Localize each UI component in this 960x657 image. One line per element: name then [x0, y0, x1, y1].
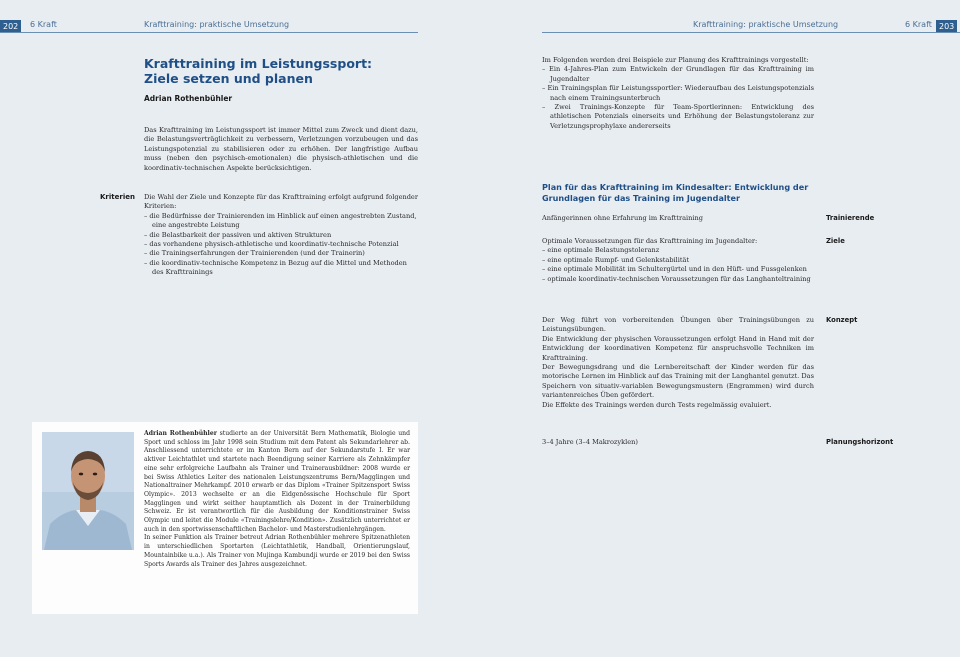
list-item: – Ein Trainingsplan für Leistungssportler: Wiederaufbau des Leistungspotenzials nach einem Trainingsunterbruch: [542, 84, 814, 103]
bio-text: [144, 430, 410, 569]
list-item: – die Bedürfnisse der Trainierenden im Hinblick auf einen angestrebten Zustand, eine angestrebte Leistung: [144, 212, 418, 231]
list-item: – die Trainingserfahrungen der Trainierenden (und der Trainerin): [144, 249, 418, 258]
horizont-text: 3–4 Jahre (3–4 Makrozyklen): [542, 438, 638, 446]
list-item: – die Belastbarkeit der passiven und aktiven Strukturen: [144, 231, 418, 240]
konzept-line: Der Weg führt von vorbereitenden Übungen über Trainingsübungen zu Leistungsübungen.: [542, 316, 814, 334]
title-line: Krafttraining im Leistungssport:: [144, 56, 373, 71]
right-page: [480, 0, 960, 657]
criteria-list: [144, 212, 418, 278]
margin-label-trainierende: Trainierende: [826, 214, 875, 222]
portrait-image: [42, 432, 134, 550]
page-number: 203: [936, 20, 957, 33]
chapter-label: 6 Kraft: [905, 20, 932, 29]
ziele-lead: Optimale Voraussetzungen für das Krafttraining im Jugendalter:: [542, 237, 758, 245]
margin-label-konzept: Konzept: [826, 316, 858, 324]
chapter-label: 6 Kraft: [30, 20, 57, 29]
article-title: [144, 56, 404, 86]
konzept-block: [542, 316, 814, 410]
list-item: – Zwei Trainings-Konzepte für Team-Sportlerinnen: Entwicklung des athletischen Potenzials einerseits und Erhöhung der Belastungstoleranz zur Verletzungsprophylaxe andererseits: [542, 103, 814, 131]
title-line: Ziele setzen und planen: [144, 71, 313, 86]
konzept-line: Der Bewegungsdrang und die Lernbereitschaft der Kinder werden für das motorische Lernen im Hinblick auf das Training mit der Langhantel genutzt. Das Speichern von situativ-variablen Bewegungsmustern (Engrammen) wird durch variantenreiches Üben gefördert.: [542, 363, 814, 400]
bio-paragraph: studierte an der Universität Bern Mathematik, Biologie und Sport und schloss im Jahr 1998 sein Studium mit dem Patent als Sekundarlehrer ab. Anschliessend unterrichtete er im Kanton Bern auf der Sekundarstufe I. Er war aktiver Leichtathlet und startete nach Beendigung seiner Karriere als Zehnkämpfer eine sehr erfolgreiche Laufbahn als Trainer und Trainerausbildner: 2008 wurde er bei Swiss Athletics Leiter des nationalen Leistungszentrums Bern/Magglingen und Nationaltrainer Mehrkampf. 2010 erwarb er das Diplom «Trainer Spitzensport Swiss Olympic». 2013 wechselte er an die Eidgenössische Hochschule für Sport Magglingen und wirkt seither hauptamtlich als Dozent in der Trainerbildung Schweiz. Er ist verantwortlich für die Ausbildung der Konditionstrainer Swiss Olympic und leitet die Module «Trainingslehre/Kondition». Zusätzlich unterrichtet er auch in den sportwissenschaftlichen Bachelor- und Masterstudienlehrgängen.: [144, 430, 410, 533]
page-number: 202: [0, 20, 21, 33]
section-heading: Plan für das Krafttraining im Kindesalter: Entwicklung der Grundlagen für das Training im Jugendalter: [542, 182, 809, 203]
examples-list: [542, 65, 814, 131]
konzept-line: Die Effekte des Trainings werden durch Tests regelmässig evaluiert.: [542, 400, 772, 409]
intro-paragraph: Das Krafttraining im Leistungssport ist immer Mittel zum Zweck und dient dazu, die Belastungsverträglichkeit zu verbessern, Verletzungen vorzubeugen und das Leistungspotenzial zu stabilisieren oder zu erhöhen. Der langfristige Aufbau muss (neben den psychisch-emotionalen) die physisch-athletischen und die koordinativ-technischen Aspekte berücksichtigen.: [144, 126, 418, 172]
margin-label-ziele: Ziele: [826, 237, 845, 245]
intro-lead: Im Folgenden werden drei Beispiele zur Planung des Krafttrainings vorgestellt:: [542, 56, 809, 64]
criteria-block: [144, 193, 418, 278]
header-rule: [542, 32, 960, 33]
trainierende-text: Anfängerinnen ohne Erfahrung im Krafttraining: [542, 214, 703, 222]
running-header: Krafttraining: praktische Umsetzung: [693, 20, 839, 29]
list-item: – eine optimale Mobilität im Schultergürtel und in den Hüft- und Fussgelenken: [542, 265, 814, 274]
list-item: – eine optimale Rumpf- und Gelenkstabilität: [542, 256, 814, 265]
bio-paragraph: In seiner Funktion als Trainer betreut Adrian Rothenbühler mehrere Spitzenathleten in unterschiedlichen Sportarten (Leichtathletik, Handball, Orientierungslauf, Mountainbike u.a.). Als Trainer von Mujinga Kambundji wurde er 2019 bei den Swiss Sports Awards als Trainer des Jahres ausgezeichnet.: [144, 534, 410, 568]
list-item: – die koordinativ-technische Kompetenz in Bezug auf die Mittel und Methoden des Krafttrainings: [144, 259, 418, 278]
ziele-list: [542, 246, 814, 284]
running-header: Krafttraining: praktische Umsetzung: [144, 20, 290, 29]
list-item: – das vorhandene physisch-athletische und koordinativ-technische Potenzial: [144, 240, 418, 249]
header-rule: [0, 32, 418, 33]
list-item: – Ein 4-Jahres-Plan zum Entwickeln der Grundlagen für das Krafttraining im Jugendalter: [542, 65, 814, 84]
author-name: Adrian Rothenbühler: [144, 94, 233, 103]
margin-label-planungshorizont: Planungshorizont: [826, 438, 894, 446]
ziele-block: [542, 237, 814, 284]
author-bio-box: [32, 422, 418, 614]
bio-name: Adrian Rothenbühler: [144, 430, 217, 437]
konzept-line: Die Entwicklung der physischen Voraussetzungen erfolgt Hand in Hand mit der Entwicklung der koordinativen Kompetenz für anspruchsvolle Techniken im Krafttraining.: [542, 334, 814, 362]
margin-label-kriterien: Kriterien: [100, 193, 135, 201]
examples-intro: [542, 56, 814, 131]
list-item: – eine optimale Belastungstoleranz: [542, 246, 814, 255]
author-photo: [42, 432, 134, 550]
list-item: – optimale koordinativ-technischen Voraussetzungen für das Langhanteltraining: [542, 275, 814, 284]
criteria-lead: Die Wahl der Ziele und Konzepte für das Krafttraining erfolgt aufgrund folgender Kriterien:: [144, 193, 418, 211]
